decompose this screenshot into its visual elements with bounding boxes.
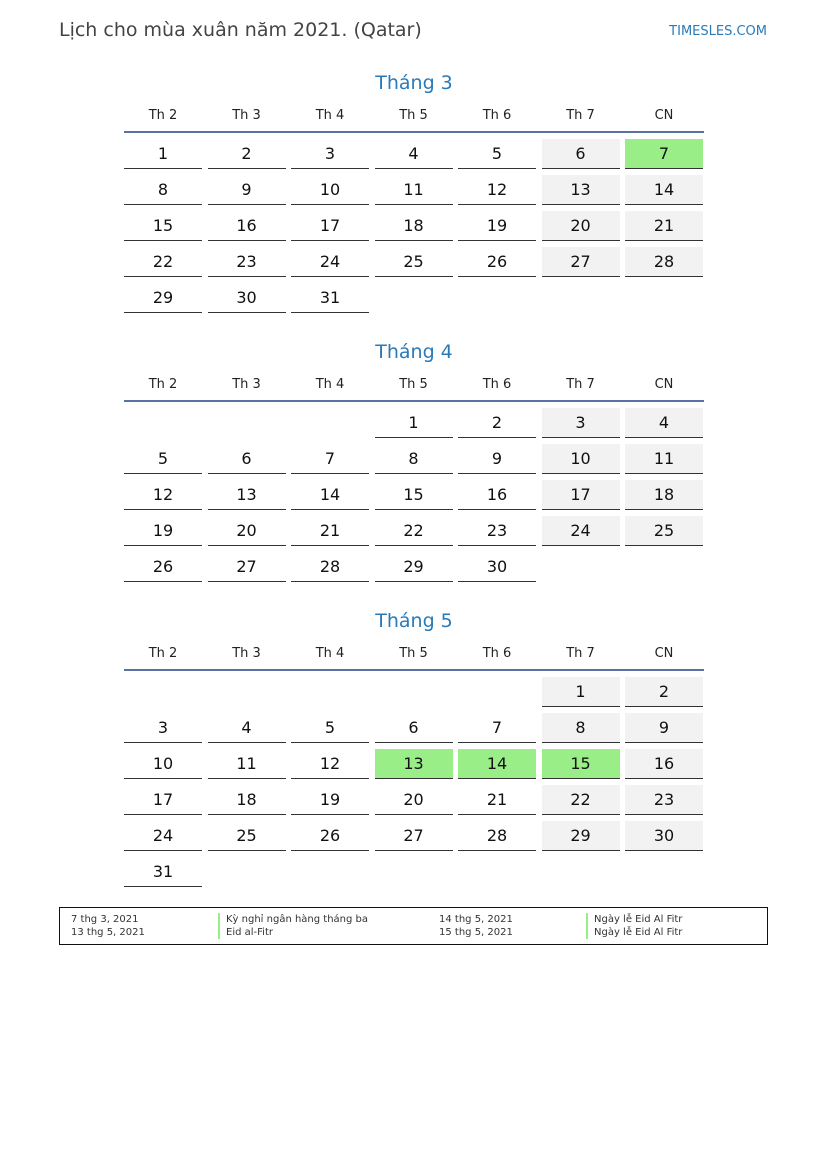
day-cell: 2 bbox=[625, 677, 703, 707]
day-cell: 7 bbox=[625, 139, 703, 169]
day-cell: 31 bbox=[124, 857, 202, 887]
header-divider bbox=[124, 669, 704, 671]
legend-date: 15 thg 5, 2021 bbox=[439, 927, 513, 938]
empty-cell bbox=[208, 408, 286, 437]
day-cell: 27 bbox=[208, 552, 286, 582]
day-cell: 6 bbox=[542, 139, 620, 169]
day-cell: 15 bbox=[375, 480, 453, 510]
day-cell: 20 bbox=[542, 211, 620, 241]
day-cell: 31 bbox=[291, 283, 369, 313]
empty-cell bbox=[291, 857, 369, 886]
weekday-label: Th 3 bbox=[232, 108, 261, 123]
day-cell: 11 bbox=[375, 175, 453, 205]
day-cell: 5 bbox=[458, 139, 536, 169]
empty-cell bbox=[458, 283, 536, 312]
empty-cell bbox=[208, 857, 286, 886]
week-row bbox=[124, 407, 704, 443]
week-row bbox=[124, 712, 704, 748]
day-cell: 4 bbox=[375, 139, 453, 169]
month-title: Tháng 4 bbox=[375, 341, 453, 363]
day-cell: 23 bbox=[625, 785, 703, 815]
day-cell: 5 bbox=[124, 444, 202, 474]
weekday-label: Th 5 bbox=[399, 377, 428, 392]
weekday-header bbox=[124, 103, 704, 129]
day-cell: 23 bbox=[458, 516, 536, 546]
day-cell: 19 bbox=[124, 516, 202, 546]
weekday-label: Th 4 bbox=[315, 377, 345, 392]
day-cell: 24 bbox=[124, 821, 202, 851]
day-cell: 1 bbox=[542, 677, 620, 707]
day-cell: 7 bbox=[458, 713, 536, 743]
day-cell: 13 bbox=[542, 175, 620, 205]
day-cell: 16 bbox=[458, 480, 536, 510]
week-row bbox=[124, 820, 704, 856]
day-cell: 7 bbox=[291, 444, 369, 474]
day-cell: 28 bbox=[625, 247, 703, 277]
week-row bbox=[124, 551, 704, 587]
weekday-label: CN bbox=[654, 646, 674, 661]
day-cell: 29 bbox=[375, 552, 453, 582]
month-title: Tháng 3 bbox=[375, 72, 453, 94]
day-cell: 21 bbox=[291, 516, 369, 546]
empty-cell bbox=[458, 857, 536, 886]
day-cell: 3 bbox=[542, 408, 620, 438]
day-cell: 9 bbox=[458, 444, 536, 474]
day-cell: 29 bbox=[124, 283, 202, 313]
weekday-label: CN bbox=[654, 108, 674, 123]
header-divider bbox=[124, 131, 704, 133]
empty-cell bbox=[542, 857, 620, 886]
day-cell: 19 bbox=[458, 211, 536, 241]
weekday-label: Th 2 bbox=[148, 108, 178, 123]
weekday-label: Th 6 bbox=[482, 646, 512, 661]
day-cell: 16 bbox=[625, 749, 703, 779]
day-cell: 17 bbox=[542, 480, 620, 510]
day-cell: 1 bbox=[375, 408, 453, 438]
day-cell: 8 bbox=[375, 444, 453, 474]
day-cell: 28 bbox=[458, 821, 536, 851]
week-row bbox=[124, 856, 704, 892]
empty-cell bbox=[458, 677, 536, 706]
day-cell: 10 bbox=[291, 175, 369, 205]
day-cell: 12 bbox=[458, 175, 536, 205]
day-cell: 12 bbox=[124, 480, 202, 510]
weekday-label: CN bbox=[654, 377, 674, 392]
week-row bbox=[124, 282, 704, 318]
legend-name: Ngày lễ Eid Al Fitr bbox=[586, 926, 764, 939]
day-cell: 21 bbox=[458, 785, 536, 815]
week-row bbox=[124, 748, 704, 784]
holiday-legend bbox=[59, 907, 768, 945]
weekday-label: Th 7 bbox=[566, 108, 595, 123]
day-cell: 29 bbox=[542, 821, 620, 851]
weekday-header bbox=[124, 641, 704, 667]
week-row bbox=[124, 784, 704, 820]
day-cell: 11 bbox=[208, 749, 286, 779]
empty-cell bbox=[542, 552, 620, 581]
day-cell: 27 bbox=[542, 247, 620, 277]
day-cell: 18 bbox=[208, 785, 286, 815]
empty-cell bbox=[375, 677, 453, 706]
day-cell: 1 bbox=[124, 139, 202, 169]
empty-cell bbox=[625, 283, 703, 312]
day-cell: 10 bbox=[124, 749, 202, 779]
day-cell: 8 bbox=[542, 713, 620, 743]
weekday-label: Th 2 bbox=[148, 377, 178, 392]
page-title: Lịch cho mùa xuân năm 2021. (Qatar) bbox=[59, 19, 422, 41]
weekday-label: Th 4 bbox=[315, 646, 345, 661]
day-cell: 15 bbox=[124, 211, 202, 241]
day-cell: 26 bbox=[291, 821, 369, 851]
empty-cell bbox=[375, 857, 453, 886]
empty-cell bbox=[208, 677, 286, 706]
empty-cell bbox=[291, 677, 369, 706]
week-row bbox=[124, 210, 704, 246]
day-cell: 17 bbox=[291, 211, 369, 241]
week-row bbox=[124, 676, 704, 712]
day-cell: 25 bbox=[375, 247, 453, 277]
day-cell: 6 bbox=[375, 713, 453, 743]
day-cell: 30 bbox=[458, 552, 536, 582]
weekday-label: Th 6 bbox=[482, 108, 512, 123]
day-cell: 14 bbox=[625, 175, 703, 205]
day-cell: 11 bbox=[625, 444, 703, 474]
day-cell: 18 bbox=[625, 480, 703, 510]
weekday-label: Th 3 bbox=[232, 646, 261, 661]
day-cell: 26 bbox=[458, 247, 536, 277]
empty-cell bbox=[291, 408, 369, 437]
week-row bbox=[124, 479, 704, 515]
day-cell: 13 bbox=[208, 480, 286, 510]
day-cell: 30 bbox=[208, 283, 286, 313]
day-cell: 25 bbox=[208, 821, 286, 851]
day-cell: 5 bbox=[291, 713, 369, 743]
day-cell: 17 bbox=[124, 785, 202, 815]
month-block bbox=[124, 69, 704, 318]
week-row bbox=[124, 443, 704, 479]
day-cell: 20 bbox=[375, 785, 453, 815]
legend-name: Eid al-Fitr bbox=[218, 926, 426, 939]
day-cell: 3 bbox=[291, 139, 369, 169]
day-cell: 22 bbox=[375, 516, 453, 546]
day-cell: 3 bbox=[124, 713, 202, 743]
day-cell: 8 bbox=[124, 175, 202, 205]
weekday-label: Th 5 bbox=[399, 108, 428, 123]
weekday-label: Th 4 bbox=[315, 108, 345, 123]
day-cell: 4 bbox=[208, 713, 286, 743]
month-block bbox=[124, 338, 704, 587]
weekday-label: Th 7 bbox=[566, 646, 595, 661]
day-cell: 25 bbox=[625, 516, 703, 546]
day-cell: 27 bbox=[375, 821, 453, 851]
empty-cell bbox=[124, 408, 202, 437]
weekday-header bbox=[124, 372, 704, 398]
week-row bbox=[124, 174, 704, 210]
empty-cell bbox=[375, 283, 453, 312]
day-cell: 16 bbox=[208, 211, 286, 241]
day-cell: 30 bbox=[625, 821, 703, 851]
weekday-label: Th 7 bbox=[566, 377, 595, 392]
legend-date: 7 thg 3, 2021 bbox=[71, 914, 139, 925]
day-cell: 9 bbox=[625, 713, 703, 743]
day-cell: 24 bbox=[291, 247, 369, 277]
day-cell: 22 bbox=[542, 785, 620, 815]
day-cell: 14 bbox=[458, 749, 536, 779]
day-cell: 10 bbox=[542, 444, 620, 474]
day-cell: 28 bbox=[291, 552, 369, 582]
day-cell: 20 bbox=[208, 516, 286, 546]
day-cell: 14 bbox=[291, 480, 369, 510]
legend-name: Ngày lễ Eid Al Fitr bbox=[586, 913, 764, 926]
day-cell: 15 bbox=[542, 749, 620, 779]
day-cell: 19 bbox=[291, 785, 369, 815]
week-row bbox=[124, 138, 704, 174]
day-cell: 21 bbox=[625, 211, 703, 241]
site-link[interactable]: TIMESLES.COM bbox=[669, 24, 767, 39]
header-divider bbox=[124, 400, 704, 402]
weekday-label: Th 6 bbox=[482, 377, 512, 392]
day-cell: 22 bbox=[124, 247, 202, 277]
week-row bbox=[124, 515, 704, 551]
weekday-label: Th 2 bbox=[148, 646, 178, 661]
day-cell: 2 bbox=[208, 139, 286, 169]
day-cell: 6 bbox=[208, 444, 286, 474]
day-cell: 4 bbox=[625, 408, 703, 438]
month-title: Tháng 5 bbox=[375, 610, 453, 632]
day-cell: 2 bbox=[458, 408, 536, 438]
legend-name: Kỳ nghỉ ngân hàng tháng ba bbox=[218, 913, 426, 926]
day-cell: 26 bbox=[124, 552, 202, 582]
empty-cell bbox=[542, 283, 620, 312]
day-cell: 9 bbox=[208, 175, 286, 205]
weekday-label: Th 3 bbox=[232, 377, 261, 392]
legend-date: 13 thg 5, 2021 bbox=[71, 927, 145, 938]
empty-cell bbox=[625, 857, 703, 886]
day-cell: 12 bbox=[291, 749, 369, 779]
day-cell: 24 bbox=[542, 516, 620, 546]
legend-date: 14 thg 5, 2021 bbox=[439, 914, 513, 925]
month-block bbox=[124, 607, 704, 892]
empty-cell bbox=[625, 552, 703, 581]
day-cell: 13 bbox=[375, 749, 453, 779]
week-row bbox=[124, 246, 704, 282]
empty-cell bbox=[124, 677, 202, 706]
day-cell: 23 bbox=[208, 247, 286, 277]
day-cell: 18 bbox=[375, 211, 453, 241]
weekday-label: Th 5 bbox=[399, 646, 428, 661]
